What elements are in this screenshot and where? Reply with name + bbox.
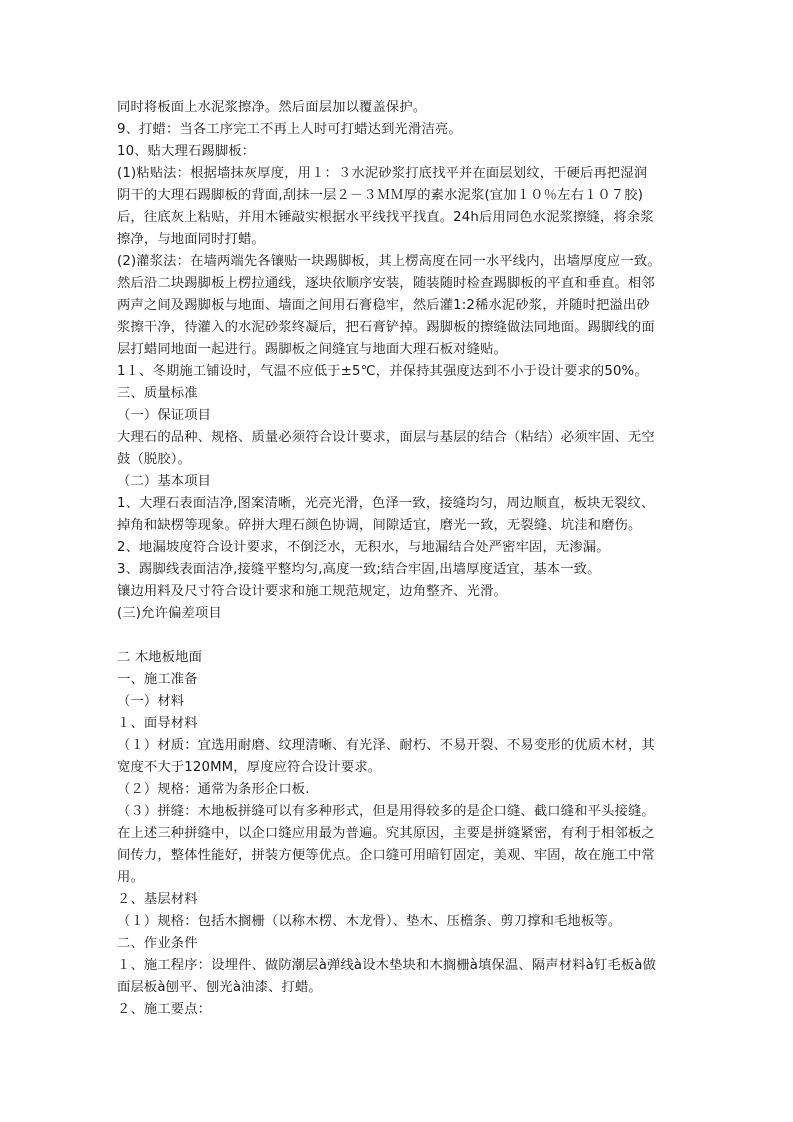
- subsection-heading: （二）基本项目: [117, 474, 212, 489]
- text-line: 阴干的大理石踢脚板的背面,刮抹一层２－３ＭＭ厚的素水泥浆(宜加１０％左右１０７胶): [117, 188, 644, 203]
- blank-line: [117, 625, 677, 647]
- text-line: （３）拼缝：木地板拼缝可以有多种形式，但是用得较多的是企口缝、截口缝和平头接缝。: [117, 804, 655, 819]
- text-line: 掉角和缺楞等现象。碎拼大理石颜色协调，间隙适宜，磨光一致，无裂缝、坑洼和磨伤。: [117, 518, 642, 533]
- text-line: 1、大理石表面洁净,图案清晰，光亮光滑，色泽一致，接缝均匀，周边顺直，板块无裂纹、: [117, 496, 655, 511]
- text-line: 两声之间及踢脚板与地面、墙面之间用石膏稳牢，然后灌1:2稀水泥砂浆，并随时把溢出砂: [117, 298, 650, 313]
- text-line: 大理石的品种、规格、质量必须符合设计要求，面层与基层的结合（粘结）必须牢固、无空: [117, 430, 655, 445]
- text-line: 1１、冬期施工铺设时，气温不应低于±5℃，并保持其强度达到不小于设计要求的50%。: [117, 364, 648, 379]
- section-heading: 三、质量标准: [117, 386, 198, 401]
- text-line: 擦净，与地面同时打蜡。: [117, 232, 265, 247]
- text-line: １、施工程序：设埋件、做防潮层à弹线à设木垫块和木搁栅à填保温、隔声材料à钉毛板à做: [117, 958, 657, 973]
- text-line: 2、地漏坡度符合设计要求，不倒泛水，无积水，与地漏结合处严密牢固，无渗漏。: [117, 540, 610, 555]
- subsection-heading: （一）材料: [117, 694, 185, 709]
- text-line: 鼓（脱胶）。: [117, 452, 192, 467]
- text-line: 宽度不大于120MM，厚度应符合设计要求。: [117, 760, 382, 775]
- text-line: 浆擦干净，待灌入的水泥砂浆终凝后，把石膏铲掉。踢脚板的擦缝做法同地面。踢脚线的面: [117, 320, 655, 335]
- text-line: （２）规格：通常为条形企口板.: [117, 782, 310, 797]
- text-line: 同时将板面上水泥浆擦净。然后面层加以覆盖保护。: [117, 100, 427, 115]
- subsection-heading: (三)允许偏差项目: [117, 606, 222, 621]
- text-line: 面层板à刨平、刨光à油漆、打蜡。: [117, 980, 322, 995]
- subsection-heading: １、面导材料: [117, 716, 198, 731]
- section-heading: 一、施工准备: [117, 672, 198, 687]
- section-heading: 二、作业条件: [117, 936, 198, 951]
- text-line: 后，往底灰上粘贴，并用木锤敲实根据水平线找平找直。24h后用同色水泥浆擦缝，将余浆: [117, 210, 654, 225]
- text-line: 层打蜡同地面一起进行。踢脚板之间缝宜与地面大理石板对缝贴。: [117, 342, 507, 357]
- subsection-heading: （一）保证项目: [117, 408, 212, 423]
- subsection-heading: ２、基层材料: [117, 892, 198, 907]
- text-line: (2)灌浆法：在墙两端先各镶贴一块踢脚板，其上楞高度在同一水平线内，出墙厚度应一致。: [117, 254, 661, 269]
- section-heading: 二 木地板地面: [117, 650, 203, 665]
- text-line: ２、施工要点：: [117, 1002, 212, 1017]
- text-line: 间传力，整体性能好，拼装方便等优点。企口缝可用暗钉固定，美观、牢固，故在施工中常: [117, 848, 655, 863]
- section-heading: 10、贴大理石踢脚板：: [117, 144, 256, 159]
- text-line: （１）材质：宜选用耐磨、纹理清晰、有光泽、耐朽、不易开裂、不易变形的优质木材，其: [117, 738, 655, 753]
- text-line: 9、打蜡：当各工序完工不再上人时可打蜡达到光滑洁亮。: [117, 122, 462, 137]
- text-line: （１）规格：包括木搁栅（以称木楞、木龙骨）、垫木、压檐条、剪刀撑和毛地板等。: [117, 914, 622, 929]
- text-line: 用。: [117, 870, 144, 885]
- text-line: (1)粘贴法：根据墙抹灰厚度，用１：３水泥砂浆打底找平并在面层划纹，干硬后再把湿润: [117, 166, 648, 181]
- document-page: [117, 97, 677, 1021]
- text-line: 然后沿二块踢脚板上楞拉通线，逐块依顺序安装，随装随时检查踢脚板的平直和垂直。相邻: [117, 276, 655, 291]
- text-line: 镶边用料及尺寸符合设计要求和施工规范规定，边角整齐、光滑。: [117, 584, 507, 599]
- text-line: 3、踢脚线表面洁净,接缝平整均匀,高度一致;结合牢固,出墙厚度适宜，基本一致。: [117, 562, 601, 577]
- text-line: 在上述三种拼缝中，以企口缝应用最为普遍。究其原因，主要是拼缝紧密，有利于相邻板之: [117, 826, 655, 841]
